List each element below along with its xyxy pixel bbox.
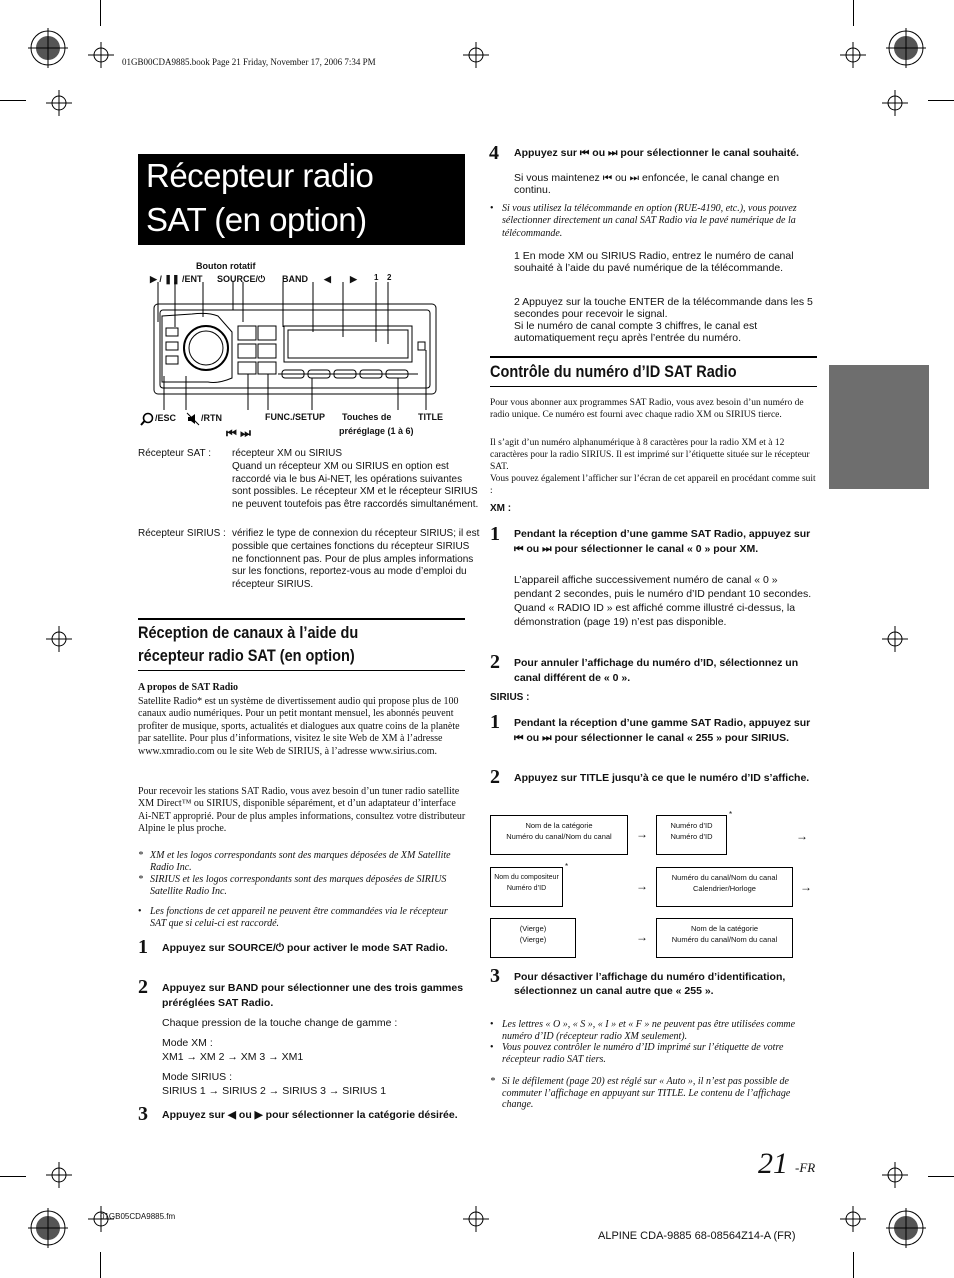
section1-heading-line1: Réception de canaux à l’aide du [138,624,359,642]
note-star: * [138,874,143,885]
crosshair-icon [882,626,908,652]
label-rtn: /RTN [201,413,222,423]
search-icon [140,412,154,426]
head-unit-diagram [148,282,448,412]
crosshair-icon [88,42,114,68]
crop-line [928,1176,954,1177]
note-label: Vous pouvez contrôler le numéro d’ID imprimé sur l’étiquette de votre récepteur radio SAT tiers. [502,1042,784,1065]
section-rule [490,356,817,358]
note-functions: Les fonctions de cet appareil ne peuvent être commandées via le récepteur SAT que si celui-ci est raccordé. [150,906,448,930]
display-box [656,867,793,907]
display-box-line: Calendrier/Horloge [693,884,756,893]
label-touches: Touches de [342,412,392,422]
label-source: SOURCE/⏻ [217,274,266,284]
sirius-mode-sequence: SIRIUS 1 → SIRIUS 2 → SIRIUS 3 → SIRIUS 1 [162,1085,387,1097]
receiver-sat-value: récepteur XM ou SIRIUS Quand un récepteur XM ou SIRIUS en option est raccordé via le bus Ai-NET, les opérations suivantes sont possibles. Le récepteur XM et le récepteur SIRIUS ne peuvent toutefois pas être raccordés simultanément. [232,448,479,511]
step2-sub: Chaque pression de la touche change de gamme : [162,1017,398,1029]
bullet: • [138,906,142,917]
page-title [138,154,465,245]
about-paragraph-2: Pour recevoir les stations SAT Radio, vous avez besoin d’un tuner radio satellite XM Direct™ ou SIRIUS, disponible séparément, et d’un adaptateur d’interface Ai-NET approprié. Pour de plus amples informations, consultez votre distributeur Alpine le plus proche. [138,786,466,835]
sirius-step3-text: Pour désactiver l’affichage du numéro d’identification, sélectionnez un canal autre que « 255 ». [514,971,786,997]
display-box-line: Numéro du canal/Nom du canal [671,873,778,882]
registration-mark-icon [886,28,926,68]
footer-file: 01GB05CDA9885.fm [100,1212,176,1221]
display-box [656,918,793,958]
label-band: BAND [282,274,308,284]
footer-model: ALPINE CDA-9885 68-08564Z14-A (FR) [598,1230,796,1242]
note-xm-trademark: XM et les logos correspondants sont des marques déposées de XM Satellite Radio Inc. [150,850,451,874]
note-letters: Les lettres « O », « S », « I » et « F » ne peuvent pas être utilisées comme numéro d’ID (récepteur radio XM seulement). [502,1019,796,1042]
about-paragraph-1: Satellite Radio* est un système de divertissement audio qui propose plus de 100 canaux audio numériques. Pour un petit montant mensuel, les abonnés peuvent profiter de musique, sports, actualités et dialogues aux quatre coins de la planète par satellite. Pour plus d’informations, visitez le site Web de XM à l’adresse www.xmradio.com ou le site Web de SIRIUS, à l’adresse www.sirius.com. [138,696,460,757]
arrow-icon: → [636,879,648,893]
step1-text: Appuyez sur SOURCE/⏻ pour activer le mode SAT Radio. [162,942,448,954]
display-box-line: (Vierge) [519,924,547,933]
step-number: 2 [490,651,500,673]
step-number: 1 [138,936,148,958]
xm-step1-sub: L’appareil affiche successivement numéro de canal « 0 » pendant 2 secondes, puis le numéro d’ID pendant 10 secondes. Quand « RADIO ID » est affiché comme illustré ci-dessus, la démonstration (page 19) n’est pas disponible. [514,574,812,628]
step3-text: Appuyez sur ◀ ou ▶ pour sélectionner la catégorie désirée. [162,1109,458,1121]
xm-step2-text: Pour annuler l’affichage du numéro d’ID, sélectionnez un canal différent de « 0 ». [514,657,799,684]
step4-sub: Si vous maintenez ⏮ ou ⏭ enfoncée, le canal change en continu. [514,172,780,196]
display-box-line: Numéro d’ID [506,885,547,892]
crosshair-icon [463,42,489,68]
id-paragraph-2: Il s’agit d’un numéro alphanumérique à 8 caractères pour la radio XM et à 12 caractères pour la radio SIRIUS. Il est imprimé sur l’étiquette située sur le récepteur SAT. Vous pouvez également l’afficher sur l’écran de cet appareil en procédant comme suit : [490,438,816,496]
xm-mode-sequence: XM1 → XM 2 → XM 3 → XM1 [162,1051,304,1063]
registration-mark-icon [886,1208,926,1248]
remote-step-1: 1 En mode XM ou SIRIUS Radio, entrez le numéro de canal souhaité à l’aide du pavé numérique de la télécommande. [514,250,794,274]
display-box-line: Nom de la catégorie [525,821,593,830]
note-scroll: Si le défilement (page 20) est réglé sur « Auto », il n’est pas possible de commuter l’affichage en appuyant sur TITLE. Le contenu de l’affichage change. [502,1076,791,1110]
label-title: TITLE [418,412,443,422]
display-box-line: (Vierge) [519,935,547,944]
section-rule [138,618,465,620]
footnote-star: * [565,862,569,871]
crosshair-icon [882,90,908,116]
receiver-sirius-key: Récepteur SIRIUS : [138,528,226,539]
step-number: 2 [138,976,148,998]
label-two: 2 [387,273,392,282]
label-left-arrow: ◀ [324,274,331,284]
footnote-star: * [729,810,733,819]
xm-step1-text: Pendant la réception d’une gamme SAT Radio, appuyez sur ⏮ ou ⏭ pour sélectionner le canal « 0 » pour XM. [514,528,811,555]
page-title-line2: SAT (en option) [146,201,367,238]
step-number: 4 [489,142,499,164]
step-number: 2 [490,766,500,788]
step-number: 1 [490,711,500,733]
section-tab [829,365,929,489]
display-box [490,815,628,855]
note-star: * [138,850,143,861]
registration-mark-icon [28,28,68,68]
page-suffix: -FR [795,1160,816,1175]
sirius-step2-text: Appuyez sur TITLE jusqu’à ce que le numéro d’ID s’affiche. [514,772,810,784]
label-preselect: préréglage (1 à 6) [339,426,414,436]
xm-mode-label: Mode XM : [162,1037,213,1049]
page-title-line1: Récepteur radio [146,157,374,194]
crosshair-icon [46,626,72,652]
crosshair-icon [46,1162,72,1188]
crosshair-icon [46,90,72,116]
about-title: A propos de SAT Radio [138,682,239,693]
skip-icons: ⏮ ⏭ [226,426,251,440]
crop-line [0,100,26,101]
receiver-sirius-value: vérifiez le type de connexion du récepteur SIRIUS; il est possible que certaines fonctions du récepteur SIRIUS ne fonctionnent pas. Pour de plus amples informations sur les fonctions, reportez-vous au mode d’emploi du récepteur SIRIUS. [232,528,480,591]
crosshair-icon [463,1206,489,1232]
step2-text: Appuyez sur BAND pour sélectionner une des trois gammes préréglées SAT Radio. [162,982,464,1009]
crop-line [928,100,954,101]
display-box-line: Nom de la catégorie [690,924,759,933]
arrow-icon: → [636,827,648,841]
book-info-line: 01GB00CDA9885.book Page 21 Friday, November 17, 2006 7:34 PM [122,57,376,67]
arrow-icon: → [800,880,812,894]
display-box [490,918,576,958]
crosshair-icon [882,1162,908,1188]
section2-heading: Contrôle du numéro d’ID SAT Radio [490,363,737,381]
crop-line [100,1252,101,1278]
bullet: • [490,203,494,214]
label-play-ent: ▶ / ❚❚ /ENT [150,274,203,284]
display-box-line: Numéro d’ID [670,832,713,841]
display-box-line: Numéro du canal/Nom du canal [671,935,778,944]
remote-step-2: 2 Appuyez sur la touche ENTER de la télécommande dans les 5 secondes pour recevoir le signal. Si le numéro de canal compte 3 chiffres, le canal est automatiquement reçu après l’entrée du numéro. [514,296,813,344]
remote-note: Si vous utilisez la télécommande en option (RUE-4190, etc.), vous pouvez sélectionner directement un canal SAT Radio via le pavé numérique de la télécommande. [502,203,797,239]
step-number: 3 [490,965,500,987]
crosshair-icon [840,1206,866,1232]
mute-icon [186,412,200,426]
crosshair-icon [840,42,866,68]
registration-mark-icon [28,1208,68,1248]
note-sirius-trademark: SIRIUS et les logos correspondants sont des marques déposées de SIRIUS Satellite Radio Inc. [150,874,447,898]
page-number: 21 [758,1147,788,1180]
crop-line [100,0,101,26]
crop-line [853,0,854,26]
crop-line [853,1252,854,1278]
arrow-icon: → [636,930,648,944]
note-star: * [490,1076,495,1087]
sirius-step1-text: Pendant la réception d’une gamme SAT Radio, appuyez sur ⏮ ou ⏭ pour sélectionner le canal « 255 » pour SIRIUS. [514,717,811,744]
sirius-mode-label: Mode SIRIUS : [162,1071,233,1083]
sirius-label: SIRIUS : [490,692,530,703]
label-right-arrow: ▶ [350,274,357,284]
label-one: 1 [374,273,379,282]
step4-text: Appuyez sur ⏮ ou ⏭ pour sélectionner le canal souhaité. [514,147,799,159]
display-box-line: Numéro du canal/Nom du canal [506,832,612,841]
label-bouton-rotatif: Bouton rotatif [196,261,256,271]
label-esc: /ESC [155,413,177,423]
xm-label: XM : [490,503,512,514]
bullet: • [490,1042,494,1053]
display-box-line: Nom du compositeur [494,874,559,881]
section1-heading-line2: récepteur radio SAT (en option) [138,647,355,665]
bullet: • [490,1019,494,1030]
label-func-setup: FUNC./SETUP [265,412,326,422]
crop-line [0,1176,26,1177]
arrow-icon: → [796,829,808,843]
step-number: 3 [138,1103,148,1125]
display-box-line: Numéro d’ID [670,821,713,830]
section-rule [138,670,465,671]
step-number: 1 [490,523,500,545]
receiver-sat-key: Récepteur SAT : [138,448,211,459]
id-paragraph-1: Pour vous abonner aux programmes SAT Radio, vous avez besoin d’un numéro de radio unique. Ce numéro est fourni avec chaque radio XM ou SIRIUS tierce. [490,398,804,420]
section-rule [490,386,817,387]
display-box [656,815,727,855]
display-box [490,867,563,907]
